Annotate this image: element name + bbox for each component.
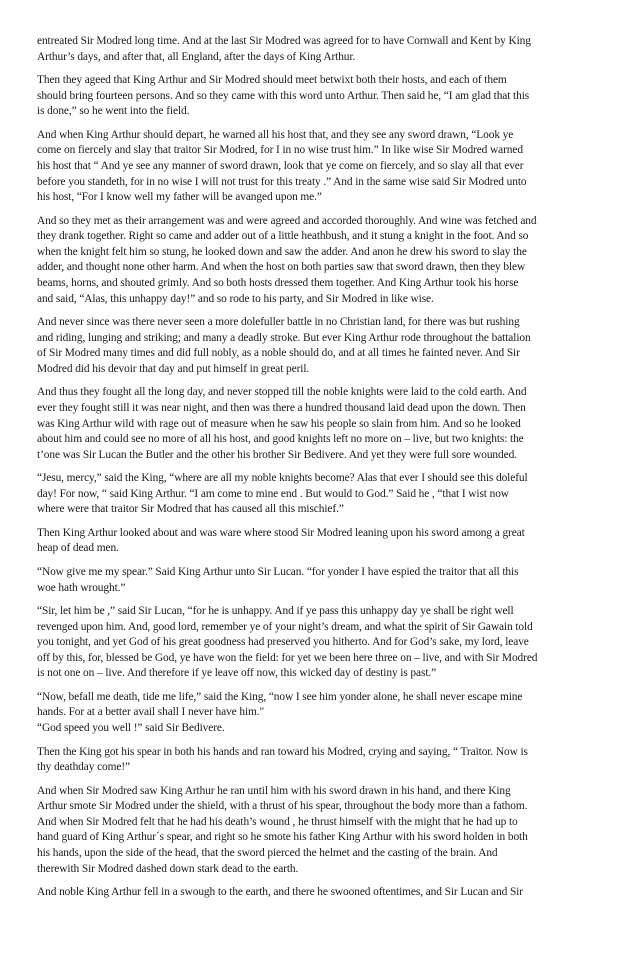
paragraph [37, 885, 598, 901]
text-line: hands. For at a better avail shall I never have him." [37, 706, 265, 719]
paragraph [37, 315, 598, 377]
paragraph [37, 784, 598, 878]
text-line: off by this, for, blessed be God, ye have won the field: for yet we been here three on – live, and with Sir Modred [37, 651, 538, 664]
text-line: therewith Sir Modred dashed down stark dead to the earth. [37, 862, 299, 875]
text-line: his hands, upon the side of the head, that the sword pierced the helmet and the casting of the brain. And [37, 847, 498, 859]
paragraph [37, 385, 598, 463]
text-line: heap of dead men. [37, 542, 119, 555]
text-line: entreated Sir Modred long time. And at the last Sir Modred was agreed for to have Cornwall and Kent by King [37, 35, 531, 47]
text-line: And when Sir Modred felt that he had his death’s wound , he thrust himself with the might that he had up to [37, 815, 518, 828]
text-line: t’one was Sir Lucan the Butler and the other his brother Sir Bedivere. And yet they were full sore wounded. [37, 448, 517, 461]
text-line: Then they ageed that King Arthur and Sir Modred should meet betwixt both their hosts, and each of them [37, 74, 507, 87]
text-line: beams, horns, and shouted grimly. And so both hosts dressed them together. And King Arthur took his horse [37, 276, 519, 289]
text-line: Then King Arthur looked about and was ware where stood Sir Modred leaning upon his sword among a great [37, 526, 525, 539]
text-line: should bring fourteen persons. And so they came with this word unto Arthur. Then said he, “I am glad that this [37, 89, 530, 102]
text-line: is not one on – live. And therefore if ye leave off now, this wicked day of destiny is past.” [37, 667, 437, 680]
text-line: where were that traitor Sir Modred that has caused all this mischief.” [37, 503, 344, 516]
text-line: Modred did his devoir that day and put himself in great peril. [37, 362, 310, 375]
paragraph [37, 214, 598, 308]
paragraph [37, 526, 598, 557]
text-line: And when King Arthur should depart, he warned all his host that, and they see any sword drawn, “Look ye [37, 128, 514, 141]
text-line: about him and could see no more of all his host, and good knights left no more on – live, but two knights: the [37, 433, 524, 446]
text-line: and said, “Alas, this unhappy day!” and so rode to his party, and Sir Modred in like wise. [37, 292, 434, 305]
text-line: “Now give me my spear.” Said King Arthur unto Sir Lucan. “for yonder I have espied the traitor that all this [37, 565, 519, 578]
text-line: adder, and thought none other harm. And when the host on both parties saw that sword drawn, then they blew [37, 261, 526, 274]
paragraph [37, 471, 598, 518]
text-line: when the knight felt him so stung, he looked down and saw the adder. And anon he drew his sword to slay the [37, 245, 527, 258]
text-line: “Jesu, mercy,” said the King, “where are all my noble knights become? Alas that ever I should see this doleful [37, 472, 528, 485]
paragraph [37, 604, 598, 682]
text-line: his host that “ And ye see any manner of sword drawn, look that ye come on fiercely, and so slay all that ever [37, 159, 524, 172]
text-line: And when Sir Modred saw King Arthur he ran until him with his sword drawn in his hand, and there King [37, 784, 511, 797]
text-line: they drank together. Right so came and adder out of a little heathbush, and it stung a knight in the foot. And so [37, 230, 529, 243]
text-line: of Sir Modred many times and did full nobly, as a noble should do, and at all times he fainted never. And Sir [37, 347, 520, 360]
text-line: his host, “For I know well my father will be avanged upon me.” [37, 191, 322, 204]
text-line: thy deathday come!” [37, 761, 130, 774]
text-line: Arthur’s days, and after that, all England, after the days of King Arthur. [37, 50, 356, 63]
paragraph [37, 73, 598, 120]
text-line: woe hath wrought.” [37, 581, 126, 594]
text-line: revenged upon him. And, good lord, remember ye of your night’s dream, and what the spirit of Sir Gawain told [37, 620, 533, 633]
text-line: “Sir, let him be ,” said Sir Lucan, “for he is unhappy. And if ye pass this unhappy day ye shall be right well [37, 605, 514, 618]
text-line: before you standeth, for in no wise I will not trust for this treaty .” And in the same wise said Sir Modred unto [37, 175, 527, 188]
paragraph [37, 34, 598, 65]
paragraph [37, 690, 598, 737]
text-line: “God speed you well !” said Sir Bedivere. [37, 722, 225, 735]
paragraph [37, 565, 598, 596]
text-line: come on fiercely and slay that traitor Sir Modred, for I in no wise trust him.” In like wise Sir Modred warned [37, 144, 523, 157]
text-line: “Now, befall me death, tide me life,” said the King, “now I see him yonder alone, he shall never escape mine [37, 690, 523, 703]
text-line: was King Arthur wild with rage out of measure when he saw his people so slain from him. And so he looked [37, 417, 521, 430]
text-line: Then the King got his spear in both his hands and ran toward his Modred, crying and saying, “ Traitor. Now is [37, 745, 528, 758]
text-line: is done,” so he went into the field. [37, 105, 190, 118]
text-line: and riding, lunging and striking; and many a deadly stroke. But ever King Arthur rode throughout the battalion [37, 331, 531, 344]
text-line: And never since was there never seen a more dolefuller battle in no Christian land, for there was but rushing [37, 316, 520, 329]
text-line: And noble King Arthur fell in a swough to the earth, and there he swooned oftentimes, and Sir Lucan and Sir [37, 886, 523, 899]
text-line: day! For now, “ said King Arthur. “I am come to mine end . But would to God.” Said he , “that I wist now [37, 487, 509, 500]
text-line: Arthur smote Sir Modred under the shield, with a thrust of his spear, throughout the body more than a fathom. [37, 800, 528, 813]
text-line: And thus they fought all the long day, and never stopped till the noble knights were laid to the cold earth. And [37, 386, 527, 399]
text-line: And so they met as their arrangement was and were agreed and accorded thoroughly. And wine was fetched and [37, 214, 537, 227]
paragraph [37, 128, 598, 206]
text-line: ever they fought still it was near night, and then was there a hundred thousand laid dead upon the down. Then [37, 401, 526, 414]
text-line: you tonight, and yet God of his great goodness had preserved you hitherto. And for God’s sake, my lord, leave [37, 636, 529, 649]
paragraph [37, 745, 598, 776]
text-line: hand guard of King Arthur´s spear, and right so he smote his father King Arthur with his sword holden in both [37, 831, 528, 844]
text-body [37, 34, 598, 901]
